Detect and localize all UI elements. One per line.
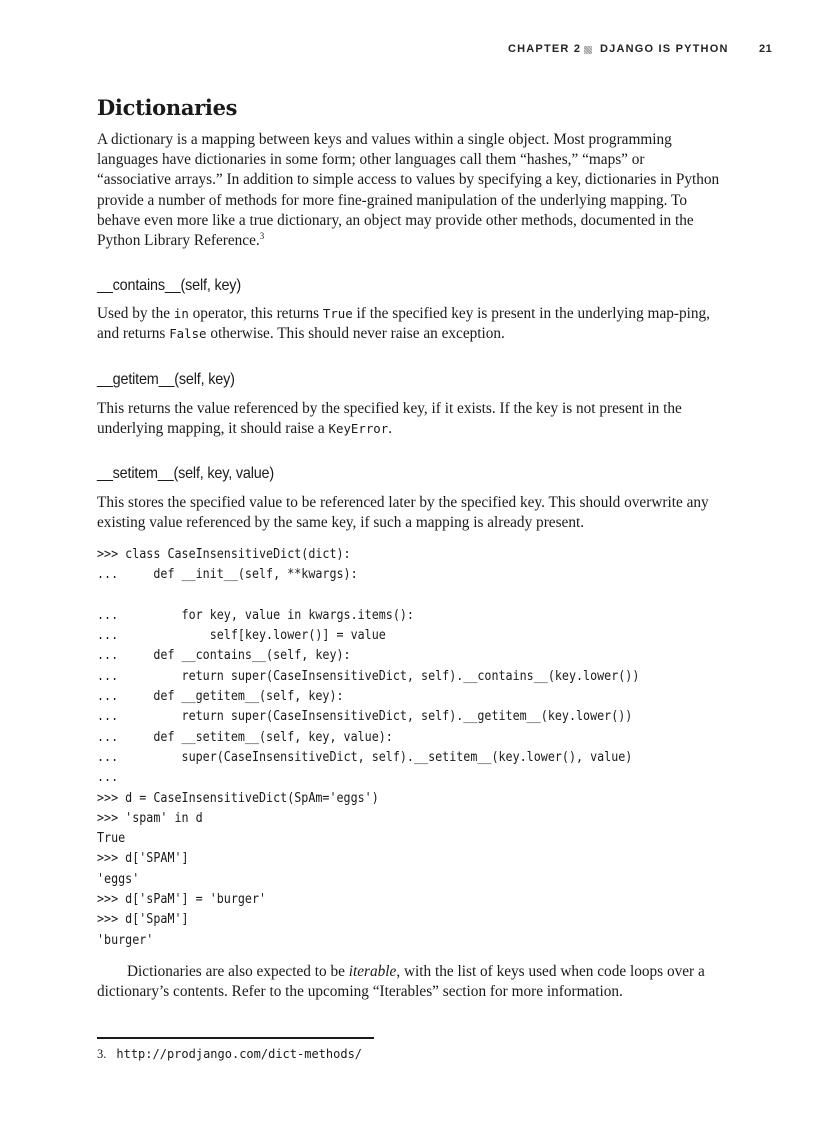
getitem-text-1: This returns the value referenced by the specified key, if it exists. If the key is not present in the underlying mapping, it should raise a <box>97 400 682 438</box>
code-line: ... return super(CaseInsensitiveDict, self).__getitem__(key.lower()) <box>97 709 633 725</box>
contains-heading: __contains__(self, key) <box>97 277 241 294</box>
setitem-text: This stores the specified value to be referenced later by the specified key. This should overwrite any existing value referenced by the same key, if such a mapping is already present. <box>97 494 709 532</box>
code-line: ... def __getitem__(self, key): <box>97 689 344 705</box>
code-line: >>> d = CaseInsensitiveDict(SpAm='eggs') <box>97 790 379 806</box>
code-line: ... def __setitem__(self, key, value): <box>97 729 393 745</box>
code-line: >>> d['SpaM'] <box>97 912 189 928</box>
code-line: ... def __contains__(self, key): <box>97 648 351 664</box>
setitem-paragraph <box>97 493 721 533</box>
code-line: True <box>97 831 126 847</box>
code-line: ... self[key.lower()] = value <box>97 628 386 644</box>
contains-text-3: if the specified key is present in the underlying map-ping, and returns <box>97 305 710 343</box>
header-chapter-title: DJANGO IS PYTHON <box>600 43 729 55</box>
contains-code-false: False <box>169 326 207 342</box>
page-number: 21 <box>759 43 773 55</box>
contains-code-true: True <box>322 306 353 321</box>
contains-text-1: Used by the <box>97 305 174 322</box>
code-line: ... super(CaseInsensitiveDict, self).__setitem__(key.lower(), value) <box>97 749 633 765</box>
footnote-ref[interactable]: 3 <box>259 230 265 241</box>
getitem-code-keyerror: KeyError <box>328 421 389 437</box>
closing-paragraph <box>97 962 721 1002</box>
closing-text-1: Dictionaries are also expected to be <box>127 963 349 980</box>
header-separator-icon <box>584 46 592 54</box>
code-line: >>> class CaseInsensitiveDict(dict): <box>97 547 351 562</box>
contains-text-4: otherwise. This should never raise an exception. <box>206 325 505 343</box>
running-header <box>500 43 780 59</box>
footnote <box>97 1047 597 1062</box>
footnote-link[interactable]: http://prodjango.com/dict-methods/ <box>116 1047 363 1061</box>
code-line: >>> 'spam' in d <box>97 810 203 826</box>
intro-text: A dictionary is a mapping between keys and values within a single object. Most programming languages have dictionaries in some form; other languages call them “hashes,” “maps” or “associative arrays.” In addition to simple access to values by specifying a key, dictionaries in Python provide a number of methods for more fine-grained manipulation of the underlying mapping. To behave even more like a true dictionary, an object may provide other methods, documented in the Python Library Reference. <box>97 131 720 250</box>
getitem-paragraph <box>97 399 721 439</box>
code-line: >>> d['SPAM'] <box>97 851 189 867</box>
contains-code-in: in <box>173 306 189 321</box>
code-line <box>97 586 673 606</box>
code-line: ... for key, value in kwargs.items(): <box>97 607 414 623</box>
setitem-heading: __setitem__(self, key, value) <box>97 465 275 482</box>
contains-paragraph <box>97 304 721 344</box>
code-line: ... <box>97 770 119 786</box>
contains-text-2: operator, this returns <box>188 305 323 322</box>
code-line: 'burger' <box>97 932 154 948</box>
code-line: ... def __init__(self, **kwargs): <box>97 567 358 583</box>
closing-text-2: , with the list of keys used when code loops over a dictionary’s contents. Refer to the upcoming “Iterables” section for more information. <box>97 963 705 1001</box>
code-line: 'eggs' <box>97 871 140 887</box>
getitem-heading: __getitem__(self, key) <box>97 371 235 388</box>
footnote-number: 3. <box>97 1047 107 1061</box>
code-line: >>> d['sPaM'] = 'burger' <box>97 892 267 908</box>
header-chapter: CHAPTER 2 <box>508 43 582 55</box>
getitem-text-2: . <box>388 420 393 438</box>
intro-paragraph <box>97 130 721 251</box>
section-title: Dictionaries <box>97 95 238 120</box>
code-example <box>97 545 673 951</box>
footnote-divider <box>97 1037 374 1039</box>
code-line: ... return super(CaseInsensitiveDict, self).__contains__(key.lower()) <box>97 668 640 684</box>
closing-emphasis: iterable <box>348 963 397 980</box>
